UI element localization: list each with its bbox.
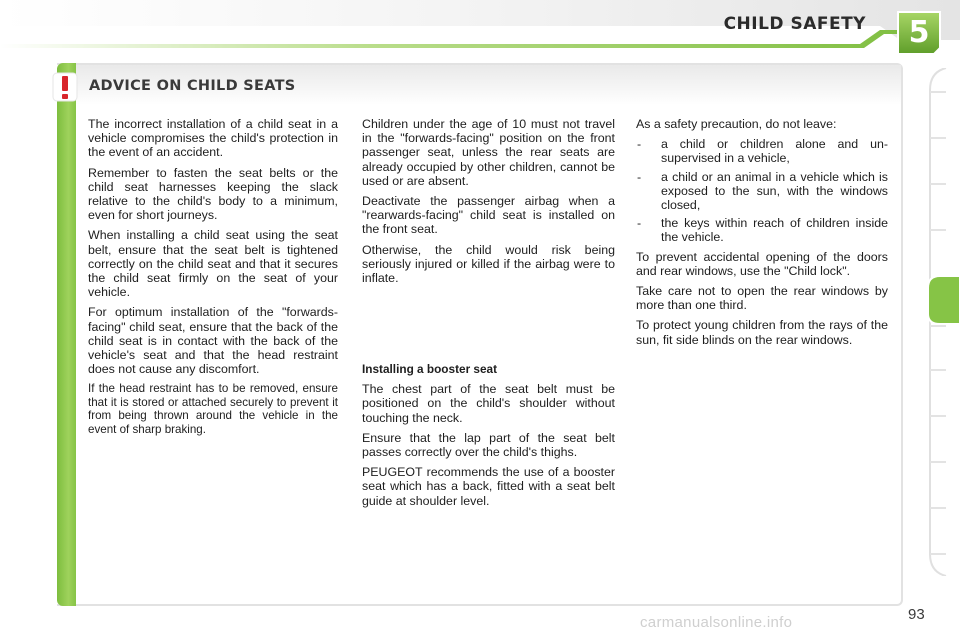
paragraph: Deactivate the passenger airbag when a "rearwards-facing" child seat is installed on the front seat. xyxy=(362,194,615,237)
list-item-text: the keys within reach of children inside the vehicle. xyxy=(661,216,888,245)
booster-seat-section xyxy=(362,362,615,514)
panel-accent-bar xyxy=(57,63,76,606)
paragraph: As a safety precaution, do not leave: xyxy=(636,117,837,131)
column-1 xyxy=(88,117,338,442)
list-item xyxy=(636,216,888,244)
index-tabs-outline xyxy=(926,68,960,576)
column-2 xyxy=(362,117,615,291)
warning-icon xyxy=(52,72,78,102)
chapter-index-tabs xyxy=(926,68,960,576)
section-title: ADVICE ON CHILD SEATS xyxy=(89,78,296,94)
list-bullet: - xyxy=(637,169,642,184)
list-item xyxy=(636,170,888,213)
warning-icon-graphic xyxy=(52,72,78,102)
chapter-number: 5 xyxy=(908,15,930,50)
paragraph: When installing a child seat using the seat belt, ensure that the seat belt is tightened correctly on the child seat and that it secures the child seat firmly on the seat of your vehicle. xyxy=(88,228,338,300)
paragraph: Remember to fasten the seat belts or the child seat harnesses keeping the slack relative to the child's body to a minimum, even for short journeys. xyxy=(88,165,338,223)
paragraph: Take care not to open the rear windows by more than one third. xyxy=(636,284,888,313)
precaution-list xyxy=(636,137,888,244)
head-restraint-note: If the head restraint has to be removed, ensure that it is stored or attached securely to prevent it from being thrown around the vehicle in the event of sharp braking. xyxy=(88,382,338,436)
list-bullet: - xyxy=(637,216,642,231)
paragraph: For optimum installation of the "forwards-facing" child seat, ensure that the back of the child seat is in contact with the back of the vehicle's seat and that the head restraint does not cause any discomfort. xyxy=(88,305,338,377)
paragraph: To prevent accidental opening of the doors and rear windows, use the "Child lock". xyxy=(636,249,888,278)
list-item-text: a child or children alone and unsupervised in a vehicle, xyxy=(661,137,888,166)
paragraph: To protect young children from the rays of the sun, fit side blinds on the rear windows. xyxy=(636,318,888,347)
list-item-text: a child or an animal in a vehicle which is exposed to the sun, with the windows closed, xyxy=(661,169,888,213)
chapter-badge xyxy=(894,10,944,56)
chapter-title: CHILD SAFETY xyxy=(723,14,866,34)
page-number: 93 xyxy=(908,606,925,623)
watermark: carmanualsonline.info xyxy=(640,614,793,631)
paragraph: PEUGEOT recommends the use of a booster seat which has a back, fitted with a seat belt guide at shoulder level. xyxy=(362,465,615,508)
list-bullet: - xyxy=(637,137,642,152)
paragraph: The incorrect installation of a child seat in a vehicle compromises the child's protection in the event of an accident. xyxy=(88,117,338,160)
paragraph: The chest part of the seat belt must be positioned on the child's shoulder without touching the neck. xyxy=(362,382,615,425)
page-header xyxy=(0,0,960,62)
paragraph: Ensure that the lap part of the seat belt passes correctly over the child's thighs. xyxy=(362,430,615,460)
paragraph: Otherwise, the child would risk being seriously injured or killed if the airbag were to inflate. xyxy=(362,242,615,286)
list-item xyxy=(636,137,888,165)
booster-seat-heading: Installing a booster seat xyxy=(362,362,498,376)
column-3 xyxy=(636,117,888,353)
paragraph: Children under the age of 10 must not travel in the "forwards-facing" position on the front passenger seat, unless the rear seats are already occupied by other children, cannot be used or are absent. xyxy=(362,117,615,188)
